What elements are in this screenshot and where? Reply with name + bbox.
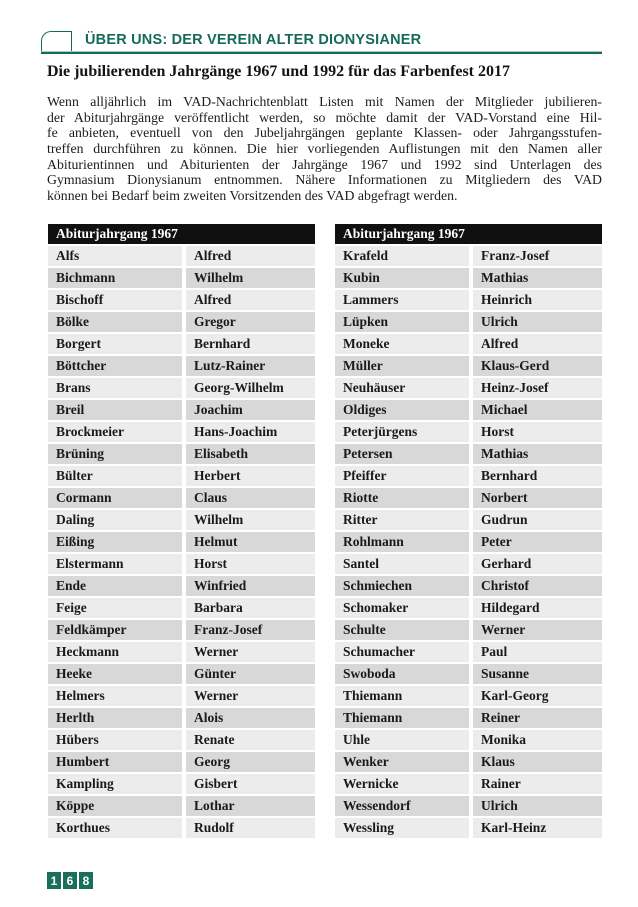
table-row xyxy=(48,532,315,552)
first-name-cell: Barbara xyxy=(186,598,315,618)
table-row xyxy=(335,686,602,706)
last-name-cell: Herlth xyxy=(48,708,182,728)
first-name-cell: Alfred xyxy=(186,290,315,310)
first-name-cell: Rainer xyxy=(473,774,602,794)
first-name-cell: Gudrun xyxy=(473,510,602,530)
last-name-cell: Riotte xyxy=(335,488,469,508)
first-name-cell: Wilhelm xyxy=(186,268,315,288)
table-row xyxy=(48,334,315,354)
table-row xyxy=(48,290,315,310)
section-tab-ornament xyxy=(41,31,72,52)
table-row xyxy=(335,620,602,640)
page-number xyxy=(47,872,93,889)
table-row xyxy=(48,400,315,420)
first-name-cell: Lothar xyxy=(186,796,315,816)
table-row xyxy=(48,510,315,530)
last-name-cell: Krafeld xyxy=(335,246,469,266)
intro-line: Abiturientinnen und Abiturienten der Jahrgänge 1967 und 1992 sind Unterlagen des xyxy=(47,156,602,172)
last-name-cell: Feige xyxy=(48,598,182,618)
table-header: Abiturjahrgang 1967 xyxy=(48,224,315,244)
table-row xyxy=(48,268,315,288)
last-name-cell: Korthues xyxy=(48,818,182,838)
last-name-cell: Breil xyxy=(48,400,182,420)
last-name-cell: Swoboda xyxy=(335,664,469,684)
last-name-cell: Elstermann xyxy=(48,554,182,574)
last-name-cell: Bölke xyxy=(48,312,182,332)
last-name-cell: Santel xyxy=(335,554,469,574)
intro-paragraph xyxy=(47,94,602,204)
table-row xyxy=(48,466,315,486)
last-name-cell: Wessendorf xyxy=(335,796,469,816)
first-name-cell: Ulrich xyxy=(473,796,602,816)
last-name-cell: Schmiechen xyxy=(335,576,469,596)
last-name-cell: Wernicke xyxy=(335,774,469,794)
first-name-cell: Peter xyxy=(473,532,602,552)
last-name-cell: Hübers xyxy=(48,730,182,750)
page-number-digit: 6 xyxy=(63,872,77,889)
table-row xyxy=(335,642,602,662)
table-row xyxy=(335,312,602,332)
first-name-cell: Michael xyxy=(473,400,602,420)
first-name-cell: Christof xyxy=(473,576,602,596)
table-row xyxy=(48,686,315,706)
last-name-cell: Böttcher xyxy=(48,356,182,376)
intro-line: können bei Bedarf beim zweiten Vorsitzenden des VAD abgefragt werden. xyxy=(47,188,458,204)
table-row xyxy=(335,356,602,376)
table-row xyxy=(335,400,602,420)
table-row xyxy=(48,620,315,640)
last-name-cell: Uhle xyxy=(335,730,469,750)
table-row xyxy=(335,664,602,684)
first-name-cell: Monika xyxy=(473,730,602,750)
table-row xyxy=(48,246,315,266)
table-row xyxy=(335,334,602,354)
first-name-cell: Bernhard xyxy=(473,466,602,486)
table-row xyxy=(335,796,602,816)
first-name-cell: Elisabeth xyxy=(186,444,315,464)
last-name-cell: Borgert xyxy=(48,334,182,354)
intro-line: fe anbieten, eventuell von den Jubeljahrgängen geplante Klassen- oder Jahrgangsstufen- xyxy=(47,125,602,141)
table-row xyxy=(335,290,602,310)
table-row xyxy=(335,818,602,838)
table-row xyxy=(48,378,315,398)
table-row xyxy=(48,708,315,728)
table-row xyxy=(335,422,602,442)
table-row xyxy=(48,730,315,750)
first-name-cell: Georg xyxy=(186,752,315,772)
last-name-cell: Neuhäuser xyxy=(335,378,469,398)
table-row xyxy=(48,598,315,618)
last-name-cell: Schumacher xyxy=(335,642,469,662)
section-header: ÜBER UNS: DER VEREIN ALTER DIONYSIANER xyxy=(85,32,422,48)
last-name-cell: Bichmann xyxy=(48,268,182,288)
first-name-cell: Lutz-Rainer xyxy=(186,356,315,376)
table-row xyxy=(48,422,315,442)
page-number-digit: 1 xyxy=(47,872,61,889)
first-name-cell: Franz-Josef xyxy=(473,246,602,266)
table-row xyxy=(48,796,315,816)
table-row xyxy=(335,532,602,552)
first-name-cell: Heinrich xyxy=(473,290,602,310)
first-name-cell: Klaus xyxy=(473,752,602,772)
table-row xyxy=(335,466,602,486)
intro-line: treffen durchführen zu können. Die hier vorliegenden Auflistungen mit den Namen aller xyxy=(47,141,602,157)
first-name-cell: Heinz-Josef xyxy=(473,378,602,398)
last-name-cell: Brüning xyxy=(48,444,182,464)
first-name-cell: Alfred xyxy=(186,246,315,266)
first-name-cell: Gerhard xyxy=(473,554,602,574)
last-name-cell: Cormann xyxy=(48,488,182,508)
first-name-cell: Franz-Josef xyxy=(186,620,315,640)
first-name-cell: Susanne xyxy=(473,664,602,684)
first-name-cell: Hildegard xyxy=(473,598,602,618)
last-name-cell: Rohlmann xyxy=(335,532,469,552)
table-row xyxy=(335,488,602,508)
last-name-cell: Helmers xyxy=(48,686,182,706)
first-name-cell: Wilhelm xyxy=(186,510,315,530)
last-name-cell: Schulte xyxy=(335,620,469,640)
table-row xyxy=(48,356,315,376)
first-name-cell: Günter xyxy=(186,664,315,684)
last-name-cell: Brans xyxy=(48,378,182,398)
last-name-cell: Wenker xyxy=(335,752,469,772)
last-name-cell: Heckmann xyxy=(48,642,182,662)
last-name-cell: Alfs xyxy=(48,246,182,266)
first-name-cell: Karl-Georg xyxy=(473,686,602,706)
last-name-cell: Oldiges xyxy=(335,400,469,420)
table-abiturjahrgang-1967-right xyxy=(335,224,602,840)
first-name-cell: Herbert xyxy=(186,466,315,486)
last-name-cell: Lüpken xyxy=(335,312,469,332)
table-row xyxy=(335,752,602,772)
first-name-cell: Reiner xyxy=(473,708,602,728)
first-name-cell: Paul xyxy=(473,642,602,662)
first-name-cell: Werner xyxy=(186,642,315,662)
last-name-cell: Feldkämper xyxy=(48,620,182,640)
table-row xyxy=(335,774,602,794)
first-name-cell: Gregor xyxy=(186,312,315,332)
first-name-cell: Claus xyxy=(186,488,315,508)
table-row xyxy=(335,246,602,266)
table-row xyxy=(48,664,315,684)
first-name-cell: Ulrich xyxy=(473,312,602,332)
last-name-cell: Wessling xyxy=(335,818,469,838)
table-row xyxy=(335,708,602,728)
table-row xyxy=(335,268,602,288)
first-name-cell: Alfred xyxy=(473,334,602,354)
table-row xyxy=(48,642,315,662)
last-name-cell: Petersen xyxy=(335,444,469,464)
first-name-cell: Werner xyxy=(473,620,602,640)
intro-line: Wenn alljährlich im VAD-Nachrichtenblatt Listen mit Namen der Mitglieder jubilieren- xyxy=(47,94,602,109)
first-name-cell: Karl-Heinz xyxy=(473,818,602,838)
last-name-cell: Lammers xyxy=(335,290,469,310)
table-header: Abiturjahrgang 1967 xyxy=(335,224,602,244)
first-name-cell: Horst xyxy=(186,554,315,574)
last-name-cell: Thiemann xyxy=(335,708,469,728)
first-name-cell: Renate xyxy=(186,730,315,750)
section-header-rule xyxy=(41,51,602,54)
last-name-cell: Daling xyxy=(48,510,182,530)
table-row xyxy=(48,818,315,838)
last-name-cell: Ritter xyxy=(335,510,469,530)
table-row xyxy=(48,752,315,772)
table-row xyxy=(335,510,602,530)
last-name-cell: Eißing xyxy=(48,532,182,552)
first-name-cell: Klaus-Gerd xyxy=(473,356,602,376)
last-name-cell: Kubin xyxy=(335,268,469,288)
last-name-cell: Thiemann xyxy=(335,686,469,706)
first-name-cell: Rudolf xyxy=(186,818,315,838)
last-name-cell: Bischoff xyxy=(48,290,182,310)
table-row xyxy=(335,444,602,464)
first-name-cell: Helmut xyxy=(186,532,315,552)
table-row xyxy=(48,554,315,574)
table-row xyxy=(335,598,602,618)
first-name-cell: Winfried xyxy=(186,576,315,596)
page-title: Die jubilierenden Jahrgänge 1967 und 1992 für das Farbenfest 2017 xyxy=(47,63,510,80)
table-row xyxy=(335,554,602,574)
last-name-cell: Bülter xyxy=(48,466,182,486)
first-name-cell: Norbert xyxy=(473,488,602,508)
table-row xyxy=(335,730,602,750)
intro-line: Gymnasium Dionysianum entnommen. Nähere Informationen zu Mitgliedern des VAD xyxy=(47,172,602,188)
table-abiturjahrgang-1967-left xyxy=(48,224,315,840)
first-name-cell: Werner xyxy=(186,686,315,706)
first-name-cell: Bernhard xyxy=(186,334,315,354)
first-name-cell: Joachim xyxy=(186,400,315,420)
last-name-cell: Ende xyxy=(48,576,182,596)
table-row xyxy=(335,378,602,398)
last-name-cell: Müller xyxy=(335,356,469,376)
last-name-cell: Moneke xyxy=(335,334,469,354)
table-row xyxy=(48,774,315,794)
last-name-cell: Schomaker xyxy=(335,598,469,618)
first-name-cell: Mathias xyxy=(473,444,602,464)
last-name-cell: Brockmeier xyxy=(48,422,182,442)
table-row xyxy=(48,576,315,596)
last-name-cell: Peterjürgens xyxy=(335,422,469,442)
table-row xyxy=(48,312,315,332)
table-row xyxy=(335,576,602,596)
last-name-cell: Pfeiffer xyxy=(335,466,469,486)
table-row xyxy=(48,444,315,464)
intro-line: der Abiturjahrgänge veröffentlicht werden, so möchte damit der VAD-Vorstand eine Hil- xyxy=(47,109,602,125)
last-name-cell: Kampling xyxy=(48,774,182,794)
first-name-cell: Gisbert xyxy=(186,774,315,794)
last-name-cell: Heeke xyxy=(48,664,182,684)
first-name-cell: Hans-Joachim xyxy=(186,422,315,442)
last-name-cell: Köppe xyxy=(48,796,182,816)
table-row xyxy=(48,488,315,508)
first-name-cell: Alois xyxy=(186,708,315,728)
first-name-cell: Horst xyxy=(473,422,602,442)
first-name-cell: Georg-Wilhelm xyxy=(186,378,315,398)
last-name-cell: Humbert xyxy=(48,752,182,772)
first-name-cell: Mathias xyxy=(473,268,602,288)
page-number-digit: 8 xyxy=(79,872,93,889)
